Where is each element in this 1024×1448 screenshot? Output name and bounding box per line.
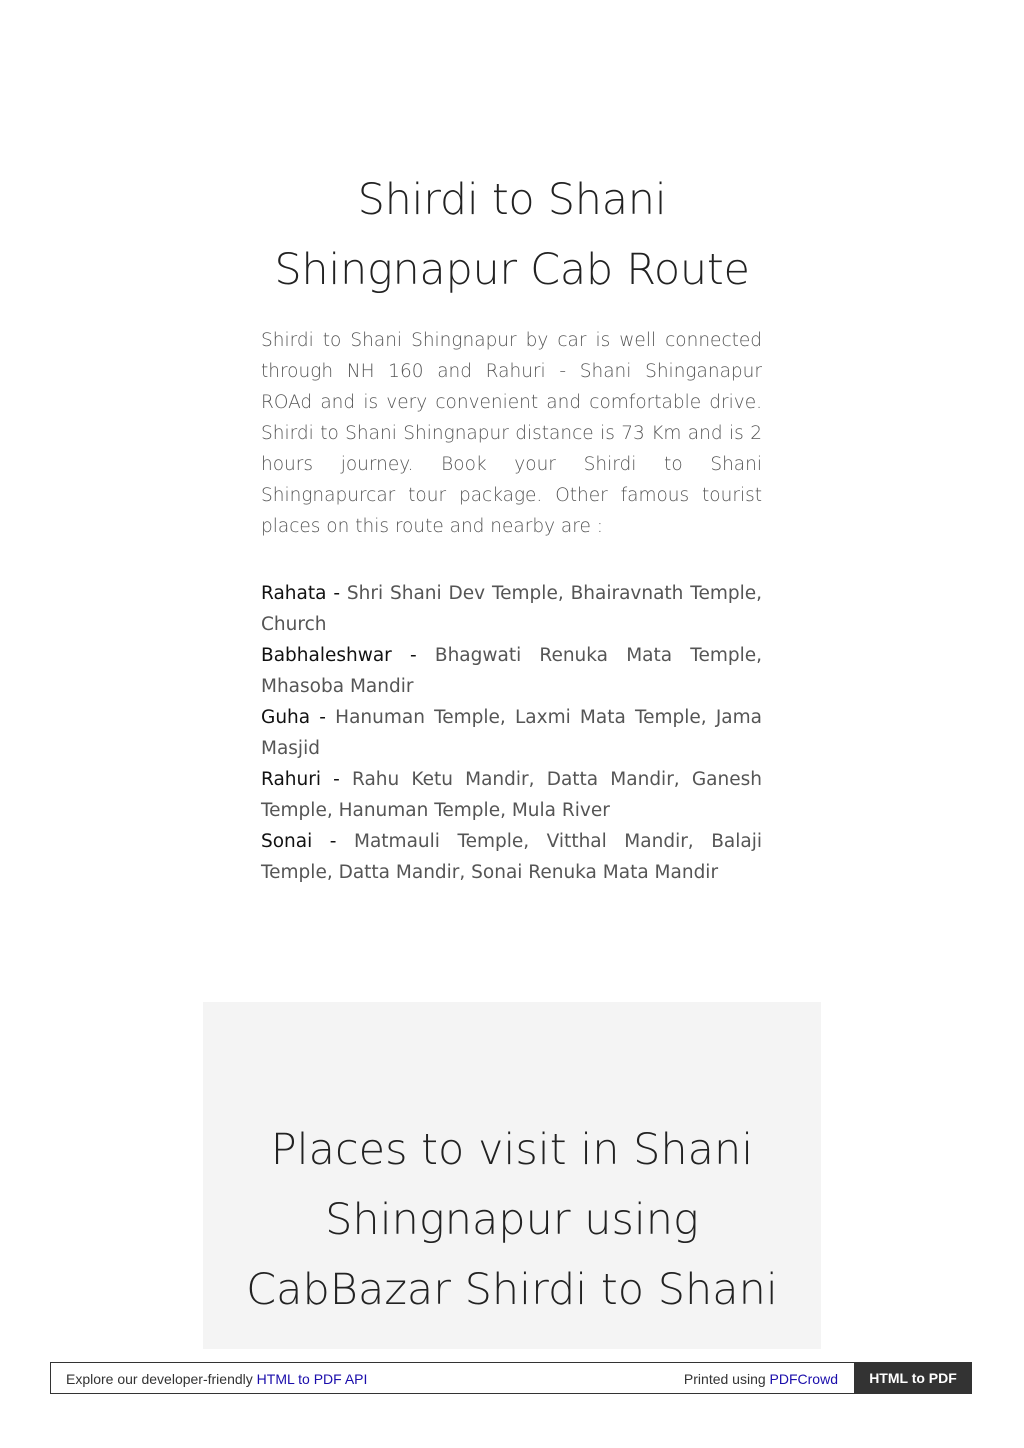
place-item: [261, 702, 762, 764]
place-sites: Bhagwati Renuka Mata Temple, Mhasoba Mandir: [261, 645, 762, 697]
intro-paragraph: Shirdi to Shani Shingnapur by car is well connected through NH 160 and Rahuri - Shani Shinganapur ROAd and is very convenient and comfortable drive. Shirdi to Shani Shingnapur distance is 73 Km and is 2 hours journey. Book your Shirdi to Shani Shingnapurcar tour package. Other famous tourist places on this route and nearby are :: [261, 330, 762, 537]
place-name: Babhaleshwar: [261, 645, 392, 666]
html-to-pdf-badge[interactable]: HTML to PDF: [854, 1362, 972, 1394]
footer-left: [66, 1371, 367, 1387]
place-item: [261, 826, 762, 888]
place-item: [261, 764, 762, 826]
section-title: [203, 1115, 821, 1325]
pdf-footer-bar: [50, 1362, 972, 1394]
place-name: Rahata: [261, 583, 327, 604]
place-sites: Hanuman Temple, Laxmi Mata Temple, Jama Masjid: [261, 707, 763, 759]
footer-right-text: Printed using: [683, 1371, 770, 1387]
pdfcrowd-link[interactable]: PDFCrowd: [769, 1371, 838, 1387]
place-sites: Shri Shani Dev Temple, Bhairavnath Temple, Church: [261, 583, 763, 635]
place-sites: Matmauli Temple, Vitthal Mandir, Balaji Temple, Datta Mandir, Sonai Renuka Mata Mandir: [261, 831, 763, 883]
place-name: Guha: [261, 707, 311, 728]
page-title-line-2: Shingnapur Cab Route: [274, 245, 750, 295]
place-separator: -: [310, 707, 336, 728]
html-to-pdf-api-link[interactable]: HTML to PDF API: [256, 1371, 368, 1387]
section-title-line-2: Shingnapur using: [325, 1195, 699, 1245]
place-separator: -: [391, 645, 435, 666]
footer-right: [684, 1371, 838, 1387]
places-list: [261, 578, 762, 888]
place-name: Rahuri: [261, 769, 321, 790]
page-title: [200, 165, 824, 305]
section-title-line-1: Places to visit in Shani: [270, 1125, 754, 1175]
place-sites: Rahu Ketu Mandir, Datta Mandir, Ganesh Temple, Hanuman Temple, Mula River: [261, 769, 762, 821]
place-separator: -: [326, 583, 347, 604]
footer-left-text: Explore our developer-friendly: [66, 1371, 257, 1387]
place-item: [261, 578, 762, 640]
page-title-line-1: Shirdi to Shani: [357, 175, 667, 225]
place-name: Sonai: [261, 831, 313, 852]
place-separator: -: [312, 831, 354, 852]
place-separator: -: [320, 769, 352, 790]
place-item: [261, 640, 762, 702]
section-title-line-3: CabBazar Shirdi to Shani: [246, 1265, 778, 1315]
